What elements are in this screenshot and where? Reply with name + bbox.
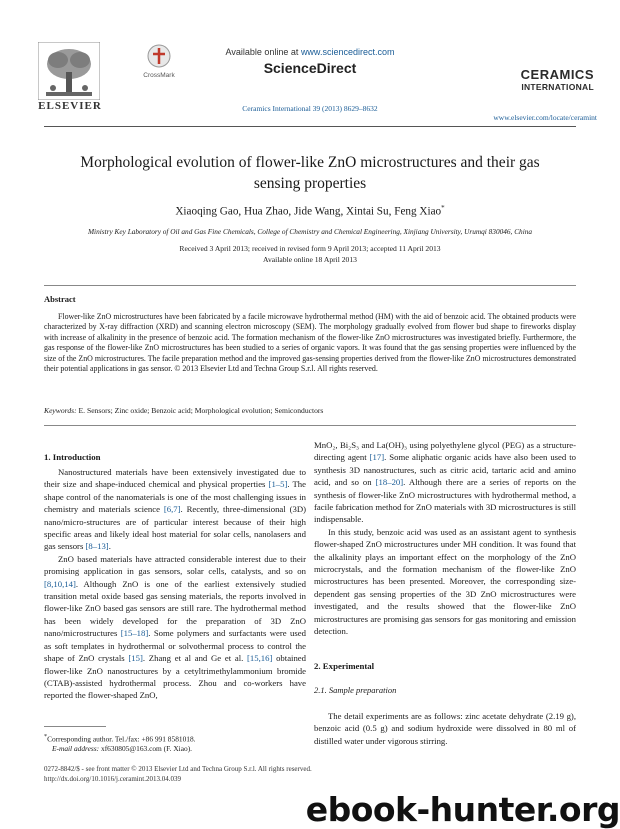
- abstract-top-rule: [44, 285, 576, 286]
- right-column-body: [314, 439, 576, 638]
- citation-link[interactable]: [15–18]: [120, 628, 149, 639]
- text-run: . The shape control of the nanomaterials is one of the most challenging issues in chemistry and materials science: [44, 479, 306, 515]
- text-run: .: [108, 541, 111, 552]
- journal-url-link[interactable]: www.elsevier.com/locate/ceramint: [493, 113, 597, 122]
- citation-link[interactable]: [8–13]: [85, 541, 109, 552]
- doi-link[interactable]: http://dx.doi.org/10.1016/j.ceramint.2013.04.039: [44, 774, 181, 783]
- available-online-line: [205, 47, 415, 57]
- journal-logo: [484, 68, 594, 92]
- crossmark-icon[interactable]: [147, 44, 171, 68]
- available-prefix: Available online at: [225, 47, 299, 57]
- text-run: Nanostructured materials have been extensively investigated due to their size and shape-induced chemical and physical properties: [44, 467, 306, 490]
- author-list: [40, 204, 580, 218]
- abstract-heading: Abstract: [44, 294, 76, 304]
- header-divider: [44, 126, 576, 127]
- title-line-2: sensing properties: [253, 175, 367, 192]
- text-run: ZnO based materials have attracted considerable interest due to their promising application in gas sensors, solar cells, catalysts, and so on: [44, 553, 306, 577]
- journal-citation-link[interactable]: Ceramics International 39 (2013) 8629–8632: [242, 104, 378, 113]
- email-link[interactable]: xf630805@163.com (F. Xiao).: [101, 744, 193, 754]
- journal-name-line1: CERAMICS: [520, 67, 594, 82]
- intro-paragraph-1: [44, 466, 306, 553]
- text-run: . Recently, three-dimensional (3D) nano/micro-structures are of particular interest because of their high specific areas and likely ideal host material for solar cells, nanolasers and gas sensors: [44, 504, 306, 552]
- footnote-tel: Corresponding author. Tel./fax: +86 991 8581018.: [47, 734, 196, 744]
- watermark-text: ebook-hunter.org: [305, 790, 620, 829]
- abstract-bottom-rule: [44, 425, 576, 426]
- sciencedirect-link[interactable]: www.sciencedirect.com: [300, 47, 395, 57]
- copyright-block: [44, 765, 464, 784]
- affiliation: Ministry Key Laboratory of Oil and Gas Fine Chemicals, College of Chemistry and Chemical Engineering, Xinjiang University, Urumqi 830046, China: [87, 227, 533, 236]
- citation-link[interactable]: [15]: [128, 653, 143, 664]
- citation-link[interactable]: [1–5]: [268, 479, 288, 490]
- keywords-label: Keywords:: [44, 406, 77, 415]
- citation-link[interactable]: [6,7]: [163, 504, 181, 515]
- experimental-body: [314, 710, 576, 747]
- section-heading-experimental: 2. Experimental: [314, 661, 375, 671]
- text-run: MnO₂, Bi₂S₃ and La(OH)₃ using polyethylene glycol (PEG) as a structure-directing agent: [314, 440, 576, 463]
- citation-link[interactable]: [15,16]: [247, 653, 273, 664]
- intro-paragraph-4: In this study, benzoic acid was used as an assistant agent to synthesis flower-shaped ZnO microstructures under MH condition. It was found that the alkalinity plays an important effect on the morphology of the ZnO microcrystals, and the formation mechanism of the flower-like ZnO microstructures has been presented. Moreover, the corresponding size-dependent gas sensing properties of the 3D ZnO microstructures were investigated, and the results showed that the flower-like ZnO microstructures are promising gas sensors for gas monitoring and emission detection.: [314, 526, 576, 637]
- front-matter-line: 0272-8842/$ - see front matter © 2013 Elsevier Ltd and Techna Group S.r.l. All rights reserved.: [44, 765, 312, 773]
- text-run: . Although ZnO is one of the earliest extensively studied transition metal oxide based gas sensing materials, the reports involved in flower-like ZnO based gas sensors are still rare. The hydrothermal method has been widely developed for the preparation of 3D ZnO nano/microstructures: [44, 578, 306, 639]
- title-line-1: Morphological evolution of flower-like ZnO microstructures and their gas: [80, 154, 540, 171]
- crossmark-label: CrossMark: [143, 72, 175, 79]
- footnote-rule: [44, 726, 106, 727]
- abstract-text: Flower-like ZnO microstructures have been fabricated by a facile microwave hydrothermal method (HM) with the aid of benzoic acid. The obtained products were characterized by X-ray diffraction (XRD) and scanning electron microscopy (SEM). The morphology gradually evolved from flower bud shape to fireworks display with increase of alkalinity in the presence of benzoic acid. The formation mechanism of the flower-like ZnO microstructures was investigated briefly. Furthermore, the gas response of the flower-like ZnO microstructures has been studied to a series of organic vapors. It was found that the gas sensing properties were influenced by the size of the ZnO microstructures. The facile preparation method and the improved gas-sensing properties derived from the flower-like ZnO microstructures demonstrated their potential applications in gas sensor. © 2013 Elsevier Ltd and Techna Group S.r.l. All rights reserved.: [44, 312, 576, 374]
- text-run: . Zhang et al and Ge et al.: [142, 653, 248, 664]
- text-run: . Some aliphatic organic acids have also been used to synthesis 3D nanostructures, such as citric acid, tartaric acid and amino acid, and so on: [314, 452, 576, 488]
- section-heading-introduction: 1. Introduction: [44, 452, 101, 462]
- text-run: . Some polymers and surfactants were used as soft templates in hydrothermal or solvothermal process to control the shape of ZnO crystals: [44, 628, 306, 664]
- publisher-name: ELSEVIER: [38, 100, 102, 112]
- corresponding-mark[interactable]: *: [441, 204, 445, 212]
- intro-paragraph-3: [314, 439, 576, 526]
- citation-link[interactable]: [18–20]: [375, 477, 404, 488]
- article-dates: [40, 244, 580, 265]
- experimental-paragraph-1: The detail experiments are as follows: zinc acetate dehydrate (2.19 g), benzoic acid (0.5 g) and sodium hydroxide were dissolved in 80 ml of distilled water under vigorous stirring.: [314, 711, 576, 746]
- text-run: . Although there are a series of reports on the synthesis of flower-like ZnO microstructures with hydrothermal method, a facile fabrication method for ZnO materials with 3D microstructures is still indispensable.: [314, 477, 576, 525]
- footnote-line-2: [44, 744, 306, 754]
- subsection-heading-sample-preparation: 2.1. Sample preparation: [314, 685, 397, 695]
- email-label: E-mail address:: [52, 744, 100, 754]
- text-run: obtained flower-like ZnO nanostructures by a cetyltrimethylammonium bromide (CTAB)-assisted hydrothermal process. Zhou and co-workers have reported the flower-shaped ZnO,: [44, 653, 307, 701]
- footnote-line-1: [44, 732, 306, 744]
- sciencedirect-wordmark: ScienceDirect: [263, 60, 357, 76]
- keywords-list: E. Sensors; Zinc oxide; Benzoic acid; Morphological evolution; Semiconductors: [78, 406, 324, 415]
- article-title: [40, 152, 580, 194]
- available-online-date: Available online 18 April 2013: [263, 254, 357, 264]
- keywords-line: [44, 406, 576, 415]
- corresponding-author-footnote: [44, 732, 306, 754]
- citation-link[interactable]: [17]: [369, 452, 385, 463]
- intro-paragraph-2: [44, 553, 306, 702]
- citation-link[interactable]: [8,10,14]: [44, 578, 76, 589]
- footnote-mark: *: [44, 734, 48, 740]
- elsevier-tree-logo: [38, 42, 100, 100]
- left-column-body: [44, 466, 306, 702]
- received-dates: Received 3 April 2013; received in revised form 9 April 2013; accepted 11 April 2013: [179, 244, 441, 253]
- authors-text: Xiaoqing Gao, Hua Zhao, Jide Wang, Xintai Su, Feng Xiao: [175, 205, 442, 218]
- journal-name-line2: INTERNATIONAL: [521, 82, 594, 92]
